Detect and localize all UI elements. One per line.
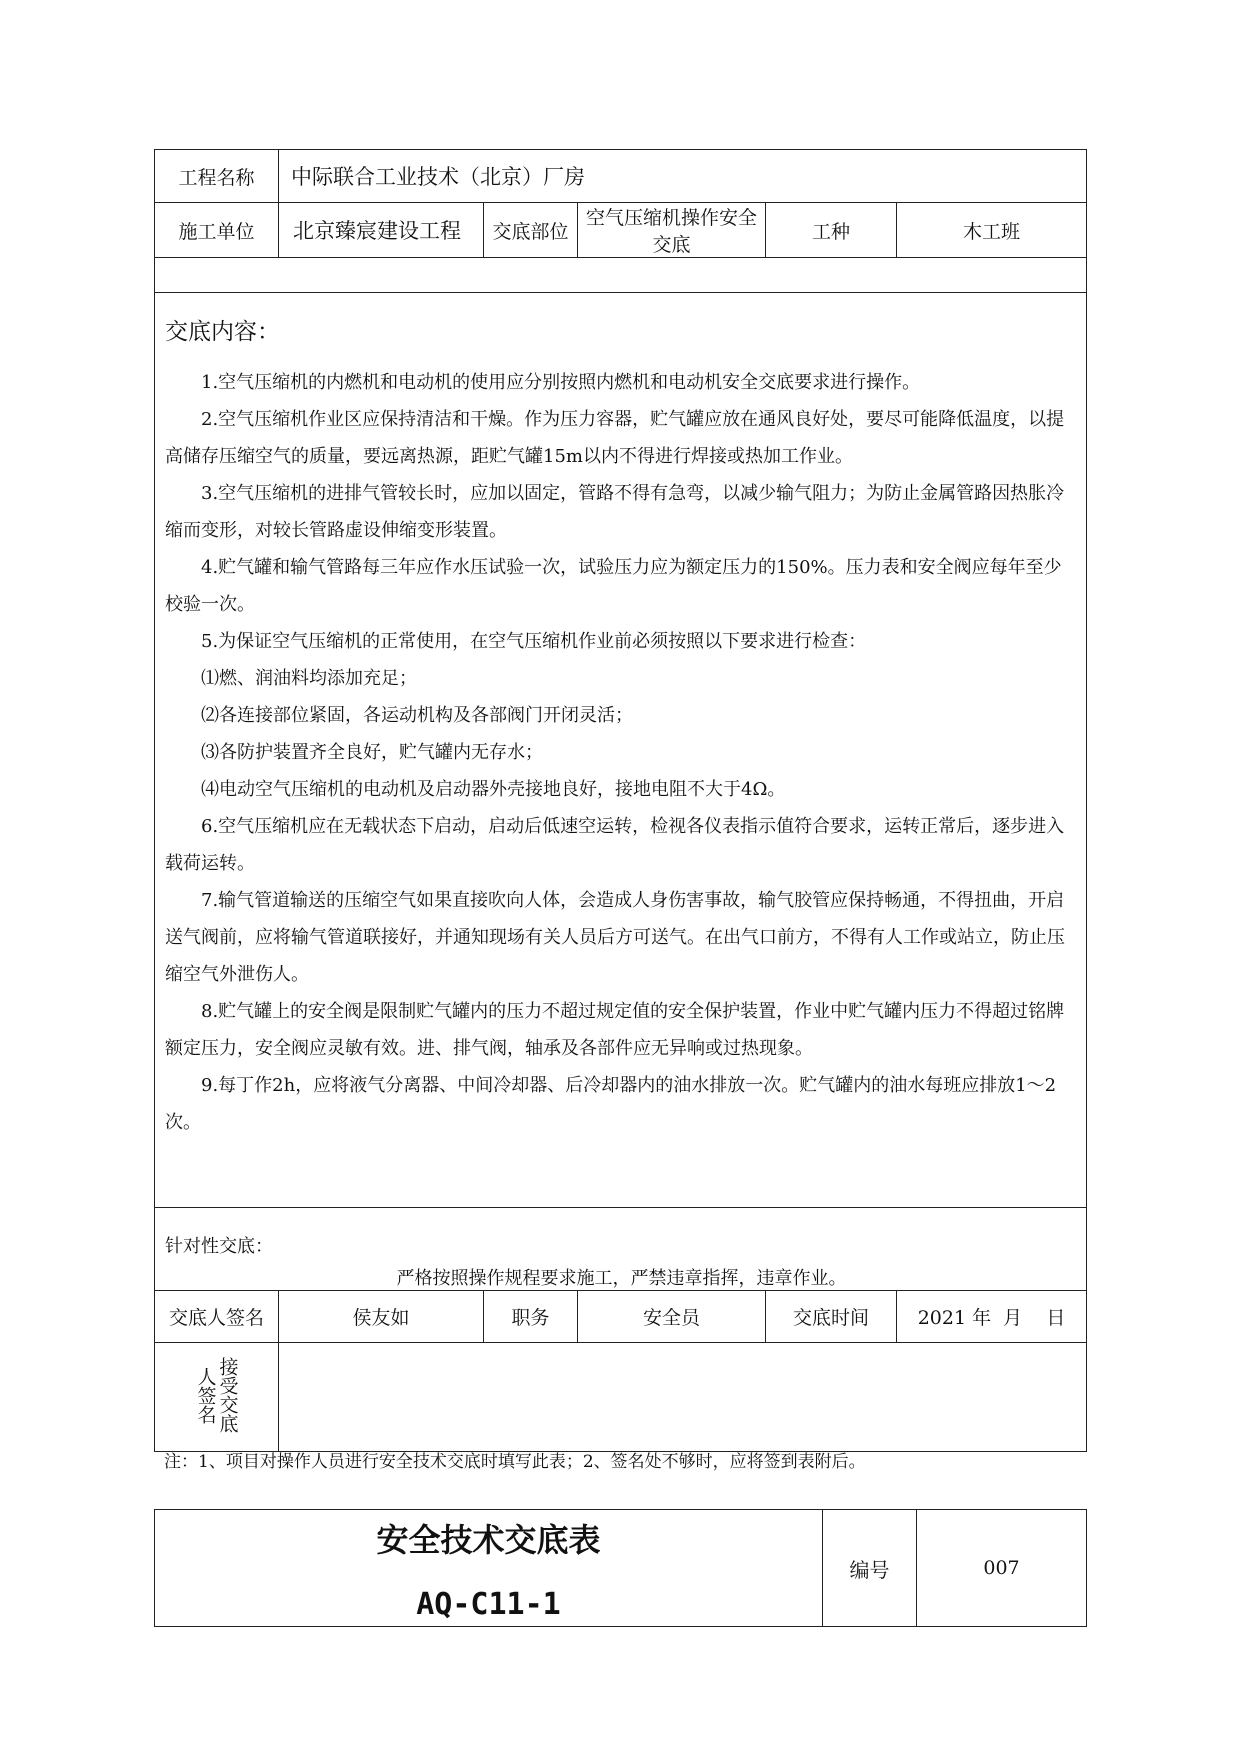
content-paragraph: 5.为保证空气压缩机的正常使用，在空气压缩机作业前必须按照以下要求进行检查： [201, 631, 867, 652]
construction-unit-label: 施工单位 [155, 203, 279, 258]
receiver-signature-label-cell [155, 1343, 279, 1452]
receiver-signature-label: 接受交底人签名 [194, 1357, 239, 1433]
construction-unit-value: 北京臻宸建设工程 [279, 203, 484, 258]
briefer-signature-label: 交底人签名 [155, 1291, 279, 1343]
form-title: 安全技术交底表 [376, 1520, 601, 1559]
briefing-part-label: 交底部位 [484, 203, 578, 258]
position-label: 职务 [484, 1291, 578, 1343]
content-paragraph: 8.贮气罐上的安全阀是限制贮气罐内的压力不超过规定值的安全保护装置，作业中贮气罐内压力不得超过铭牌额定压力，安全阀应灵敏有效。进、排气阀，轴承及各部件应无异响或过热现象。 [165, 1001, 1065, 1059]
briefing-content-cell [155, 293, 1087, 1208]
briefer-name: 侯友如 [279, 1291, 484, 1343]
content-title: 交底内容： [165, 319, 280, 345]
content-paragraph: 1.空气压缩机的内燃机和电动机的使用应分别按照内燃机和电动机安全交底要求进行操作。 [201, 372, 921, 393]
blank-row [155, 258, 1087, 293]
targeted-title: 针对性交底： [165, 1236, 273, 1257]
briefing-time-label: 交底时间 [766, 1291, 897, 1343]
form-code: AQ-C11-1 [416, 1586, 561, 1622]
content-paragraph: 7.输气管道输送的压缩空气如果直接吹向人体，会造成人身伤害事故，输气胶管应保持畅通，不得扭曲，开启送气阀前，应将输气管道联接好，并通知现场有关人员后方可送气。在出气口前方，不得有人工作或站立，防止压缩空气外泄伤人。 [165, 890, 1065, 985]
footer-title-cell [155, 1510, 823, 1627]
content-paragraph: ⑶各防护装置齐全良好，贮气罐内无存水； [201, 742, 543, 763]
targeted-text: 严格按照操作规程要求施工，严禁违章指挥，违章作业。 [396, 1268, 847, 1289]
content-paragraph: 3.空气压缩机的进排气管较长时，应加以固定，管路不得有急弯，以减少输气阻力；为防止金属管路因热胀冷缩而变形，对较长管路虚设伸缩变形装置。 [165, 483, 1065, 541]
content-paragraph: ⑷电动空气压缩机的电动机及启动器外壳接地良好，接地电阻不大于4Ω。 [201, 779, 786, 800]
project-name-label: 工程名称 [155, 150, 279, 203]
position-value: 安全员 [578, 1291, 766, 1343]
targeted-briefing-cell [155, 1208, 1087, 1291]
content-paragraph: ⑴燃、润油料均添加充足； [201, 668, 417, 689]
footer-title-table [154, 1509, 1087, 1627]
content-paragraph: 9.每丁作2h，应将液气分离器、中间冷却器、后冷却器内的油水排放一次。贮气罐内的油水每班应排放1～2次。 [165, 1075, 1057, 1133]
number-value: 007 [917, 1510, 1087, 1627]
content-paragraph: ⑵各连接部位紧固，各运动机构及各部阀门开闭灵活； [201, 705, 633, 726]
briefing-form-table [154, 149, 1087, 1452]
briefing-time-value: 2021 年 月 日 [897, 1291, 1087, 1343]
trade-label: 工种 [766, 203, 897, 258]
trade-value: 木工班 [897, 203, 1087, 258]
content-paragraph: 6.空气压缩机应在无载状态下启动，启动后低速空运转，检视各仪表指示值符合要求，运转正常后，逐步进入载荷运转。 [165, 816, 1065, 874]
content-paragraph: 4.贮气罐和输气管路每三年应作水压试验一次，试验压力应为额定压力的150%。压力表和安全阀应每年至少校验一次。 [165, 557, 1062, 615]
receiver-signature-field[interactable] [279, 1343, 1087, 1452]
content-paragraph: 2.空气压缩机作业区应保持清洁和干燥。作为压力容器，贮气罐应放在通风良好处，要尽可能降低温度，以提高储存压缩空气的质量，要远离热源，距贮气罐15m以内不得进行焊接或热加工作业。 [165, 409, 1065, 467]
project-name-value: 中际联合工业技术（北京）厂房 [279, 150, 1087, 203]
number-label: 编号 [823, 1510, 917, 1627]
form-note: 注：1、项目对操作人员进行安全技术交底时填写此表；2、签名处不够时，应将签到表附后。 [164, 1452, 866, 1472]
briefing-part-value: 空气压缩机操作安全交底 [578, 203, 766, 258]
